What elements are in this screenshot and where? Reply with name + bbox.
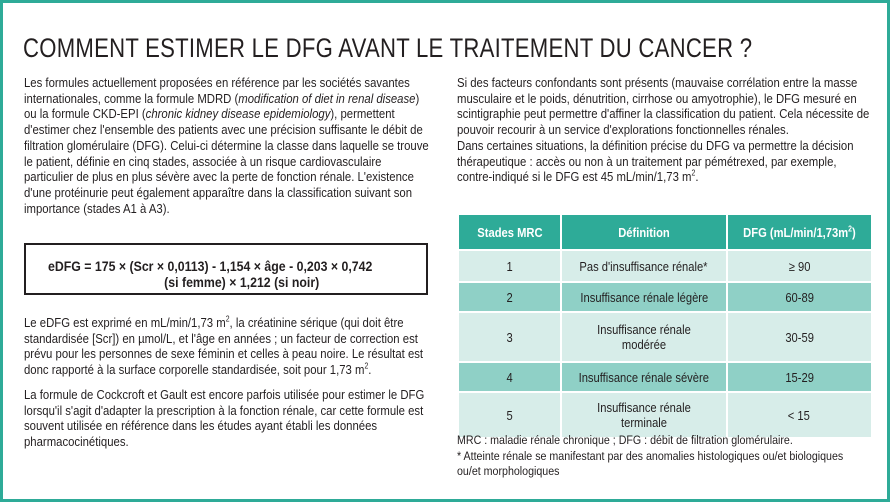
table-notes (457, 433, 870, 480)
pemetrexed-sup: 2 (691, 168, 696, 178)
header-dfg-sup: 2 (847, 224, 852, 234)
dfg-cell (727, 362, 872, 392)
intro-text-1: Les formules actuellement proposées en référence par les sociétés savantes internationales, comme la formule MDRD ( (24, 75, 410, 106)
dfg-cell (727, 392, 872, 438)
right-column (457, 75, 874, 185)
dfg-cell (727, 282, 872, 312)
asterisk-note: * Atteinte rénale se manifestant par des anomalies histologiques ou/et biologiques ou/et morphologiques (457, 448, 844, 478)
abbreviations-note: MRC : maladie rénale chronique ; DFG : débit de filtration glomérulaire. (457, 433, 793, 447)
formula-line-2: (si femme) × 1,212 (si noir) (164, 274, 320, 290)
table-row (458, 392, 872, 438)
left-column-intro (24, 75, 433, 216)
intro-paragraph (24, 75, 433, 216)
definition-cell (561, 392, 726, 438)
header-definition-label: Définition (618, 224, 670, 240)
mdrd-expansion: modification of diet in renal disease (238, 90, 416, 106)
header-dfg (727, 214, 872, 250)
table-row (458, 362, 872, 392)
header-definition (561, 214, 726, 250)
table-row (458, 282, 872, 312)
definition-value: Insuffisance rénale modérée (597, 322, 691, 352)
definition-cell (561, 250, 726, 282)
dfg-cell (727, 250, 872, 282)
table-row (458, 312, 872, 362)
dfg-value: ≥ 90 (788, 258, 811, 274)
units-text-3: . (368, 362, 372, 378)
header-dfg-label (743, 225, 856, 240)
stage-cell (458, 362, 561, 392)
header-dfg-close: ) (851, 224, 856, 240)
units-sup-1: 2 (225, 314, 230, 324)
pemetrexed-text-1: Dans certaines situations, la définition précise du DFG va permettre la décision thérapeutique : accès ou non à un traitement par pémétrexed, par exemple, contre-indiqué si le DFG est 45 mL/min/1,73 m (457, 137, 854, 185)
dfg-value: < 15 (788, 407, 811, 423)
header-stage-label: Stades MRC (476, 224, 543, 240)
units-text-1: Le eDFG est exprimé en mL/min/1,73 m (24, 315, 226, 330)
stage-value: 4 (506, 369, 513, 385)
intro-text-3: ), permettent d'estimer chez l'ensemble des patients avec une précision suffisante le débit de filtration glomérulaire (DFG). Celui-ci détermine la classe dans laquelle se trouve le patient, définie en cinq stades, associée à un risque cardiovasculaire particulier de plus en plus sévère avec la perte de fonction rénale. L'existence d'une protéinurie peut également apparaître dans la classification suivant son importance (stades A1 à A3). (24, 106, 429, 216)
dfg-value: 15-29 (784, 369, 814, 385)
cockcroft-paragraph: La formule de Cockcroft et Gault est encore parfois utilisée pour estimer le DFG lorsqu'il s'agit d'adapter la prescription à la fonction rénale, car cette formule est souvent utilisée en référence dans les études ayant établi les données pharmacocinétiques. (24, 386, 425, 449)
stage-cell (458, 392, 561, 438)
definition-value: Insuffisance rénale sévère (578, 369, 710, 385)
stage-value: 1 (506, 258, 513, 274)
dfg-value: 60-89 (784, 289, 814, 305)
units-text-2: , la créatinine sérique (qui doit être standardisée [Scr]) en µmol/L, et l'âge en années ; un facteur de correction est prévu pour les personnes de sexe féminin et celles à peau noire. Le résultat est donc rapporté à la surface corporelle standardisée, soit pour 1,73 m (24, 315, 424, 378)
definition-value: Insuffisance rénale terminale (597, 400, 691, 430)
ckd-stages-table (457, 213, 873, 439)
formula-line-1: eDFG = 175 × (Scr × 0,0113) - 1,154 × âge - 0,203 × 0,742 (48, 258, 373, 274)
dfg-cell (727, 312, 872, 362)
pemetrexed-paragraph (457, 138, 874, 185)
stage-value: 3 (506, 329, 513, 345)
table-header-row (458, 214, 872, 250)
intro-text-2: ) ou la formule CKD-EPI ( (24, 90, 420, 122)
stage-cell (458, 282, 561, 312)
stage-value: 2 (506, 289, 513, 305)
confounders-paragraph: Si des facteurs confondants sont présents (mauvaise corrélation entre la masse musculaire et le poids, dénutrition, cirrhose ou amyotrophie), le DFG mesuré en scintigraphie peut permettre d'affiner la classification du patient. Cela nécessite de pouvoir recourir à un service d'explorations fonctionnelles rénales. (457, 75, 870, 138)
definition-cell (561, 312, 726, 362)
pemetrexed-text-2: . (695, 169, 699, 185)
definition-cell (561, 362, 726, 392)
stage-value: 5 (506, 407, 513, 423)
header-dfg-text: DFG (mL/min/1,73m (743, 224, 848, 240)
definition-value: Pas d'insuffisance rénale* (579, 258, 708, 274)
stage-cell (458, 250, 561, 282)
ckd-epi-expansion: chronic kidney disease epidemiology (145, 106, 331, 122)
dfg-value: 30-59 (784, 329, 814, 345)
box-title: COMMENT ESTIMER LE DFG AVANT LE TRAITEMENT DU CANCER ? (23, 33, 753, 63)
header-stage (458, 214, 561, 250)
units-sup-2: 2 (364, 361, 369, 371)
table-row (458, 250, 872, 282)
left-column-lower (24, 315, 433, 450)
formula-box (24, 243, 428, 295)
stage-cell (458, 312, 561, 362)
definition-cell (561, 282, 726, 312)
formula-text (48, 258, 372, 290)
units-paragraph (24, 315, 433, 378)
definition-value: Insuffisance rénale légère (579, 289, 708, 305)
